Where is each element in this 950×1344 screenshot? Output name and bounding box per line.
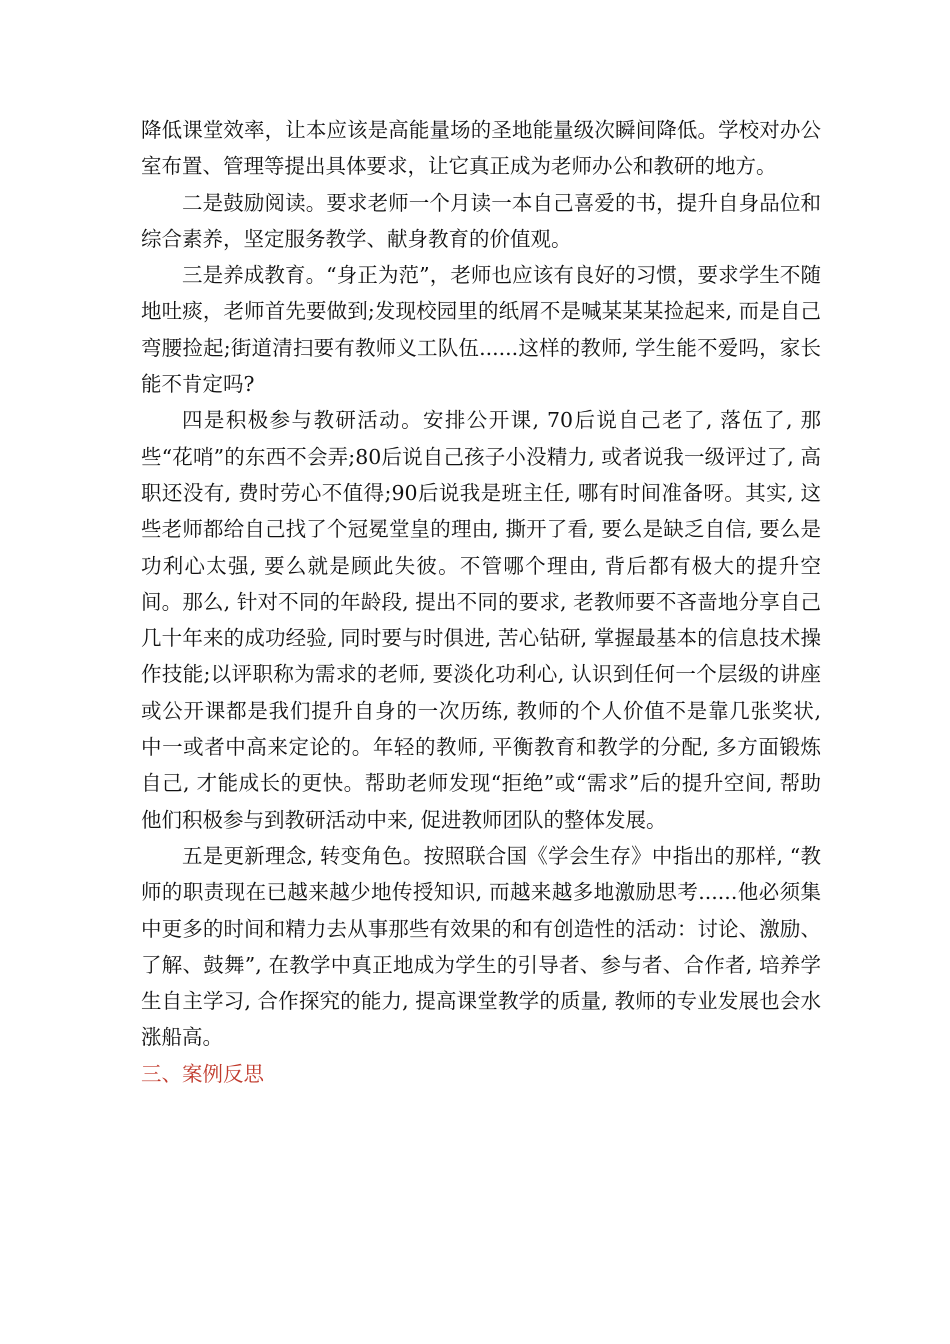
paragraph-continuation: 降低课堂效率，让本应该是高能量场的圣地能量级次瞬间降低。学校对办公室布置、管理等提出具体要求，让它真正成为老师办公和教研的地方。 (141, 118, 821, 179)
paragraph-encourage-reading: 二是鼓励阅读。要求老师一个月读一本自己喜爱的书，提升自身品位和综合素养，坚定服务教学、献身教育的价值观。 (141, 190, 821, 251)
document-body (141, 112, 821, 1092)
paragraph-habit-education: 三是养成教育。“身正为范”，老师也应该有良好的习惯，要求学生不随地吐痰，老师首先要做到;发现校园里的纸屑不是喊某某某捡起来, 而是自己弯腰捡起;街道清扫要有教师义工队伍......这样的教师, 学生能不爱吗，家长能不肯定吗? (141, 263, 821, 397)
paragraph-update-concepts: 五是更新理念, 转变角色。按照联合国《学会生存》中指出的那样, “教师的职责现在已越来越少地传授知识, 而越来越多地激励思考......他必须集中更多的时间和精力去从事那些有效果的和有创造性的活动：讨论、激励、了解、鼓舞”, 在教学中真正地成为学生的引导者、参与者、合作者, 培养学生自主学习, 合作探究的能力, 提高课堂教学的质量, 教师的专业发展也会水涨船高。 (141, 843, 821, 1050)
section-heading: 三、案例反思 (141, 1061, 264, 1086)
paragraph-teaching-research: 四是积极参与教研活动。安排公开课, 70后说自己老了, 落伍了, 那些“花哨”的东西不会弄;80后说自己孩子小没精力, 或者说我一级评过了, 高职还没有, 费时劳心不值得;90后说我是班主任, 哪有时间准备呀。其实, 这些老师都给自己找了个冠冕堂皇的理由, 撕开了看, 要么是缺乏自信, 要么是功利心太强, 要么就是顾此失彼。不管哪个理由, 背后都有极大的提升空间。那么, 针对不同的年龄段, 提出不同的要求, 老教师要不吝啬地分享自己几十年来的成功经验, 同时要与时俱进, 苦心钻研, 掌握最基本的信息技术操作技能;以评职称为需求的老师, 要淡化功利心, 认识到任何一个层级的讲座或公开课都是我们提升自身的一次历练, 教师的个人价值不是靠几张奖状, 中一或者中高来定论的。年轻的教师, 平衡教育和教学的分配, 多方面锻炼自己, 才能成长的更快。帮助老师发现“拒绝”或“需求”后的提升空间, 帮助他们积极参与到教研活动中来, 促进教师团队的整体发展。 (141, 408, 821, 832)
